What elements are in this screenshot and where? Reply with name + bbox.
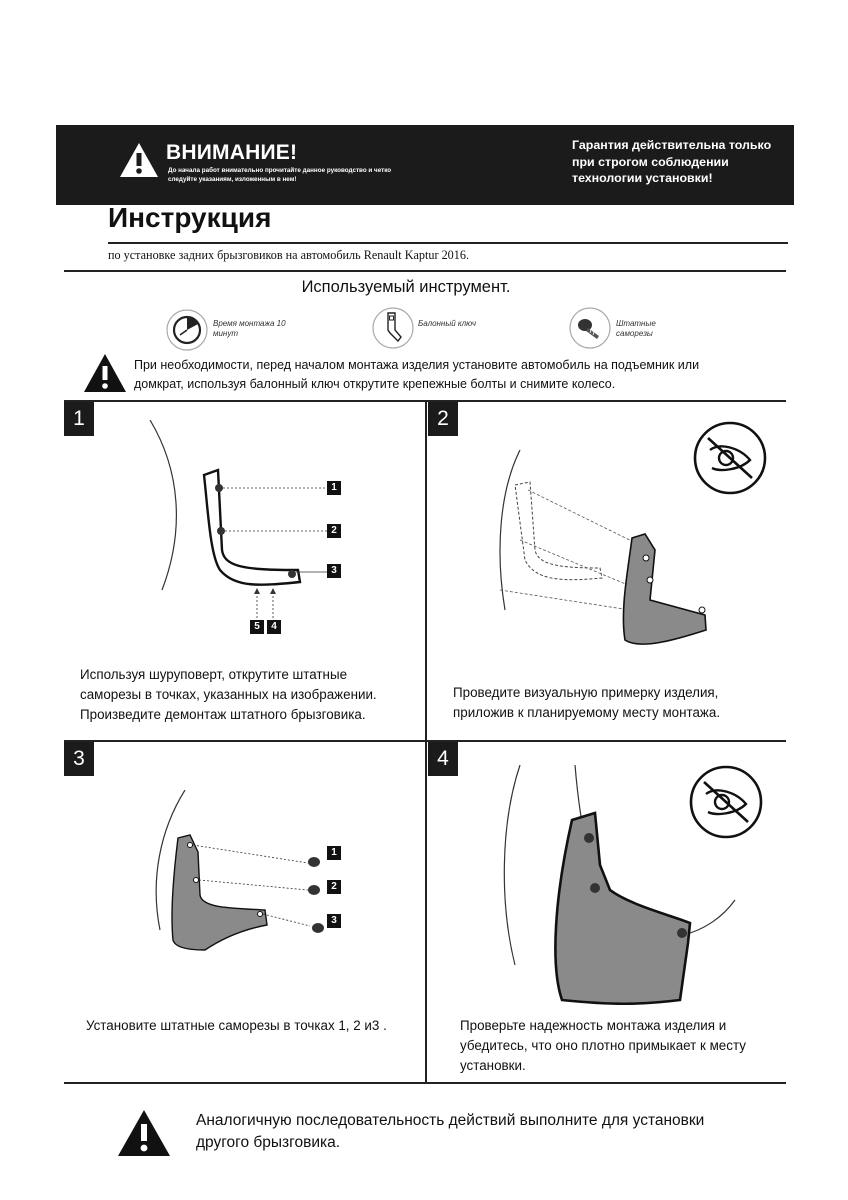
step-number-4: 4 (428, 742, 458, 776)
callout-5: 5 (250, 620, 264, 634)
warning-triangle-icon (118, 141, 160, 179)
step-3-caption: Установите штатные саморезы в точках 1, 2 и3 . (86, 1018, 387, 1033)
tools-heading: Используемый инструмент. (301, 278, 511, 296)
warning-banner (56, 125, 794, 205)
notice-text: При необходимости, перед началом монтажа изделия установите автомобиль на подъемник или домкрат, используя балонный ключ открутите крепежные болты и снимите колесо. (134, 358, 700, 391)
warning-triangle-icon (82, 352, 128, 394)
step-4-illustration (500, 765, 750, 1010)
final-note: Аналогичную последовательность действий выполните для установки другого брызговика. (196, 1112, 705, 1151)
callout-1: 1 (327, 846, 341, 860)
wrench-icon (371, 306, 415, 350)
tool-label-wrench: Балонный ключ (418, 319, 476, 328)
banner-title: ВНИМАНИЕ! (166, 141, 298, 164)
step-1-caption: Используя шуруповерт, открутите штатные саморезы в точках, указанных на изображении. Произведите демонтаж штатного брызговика. (80, 667, 377, 722)
divider (108, 242, 788, 244)
warning-triangle-icon (116, 1108, 172, 1158)
callout-2: 2 (327, 524, 341, 538)
banner-subtitle: До начала работ внимательно прочитайте данное руководство и четко следуйте указаниям, изложенным в нем! (168, 167, 392, 183)
step-number-1: 1 (64, 402, 94, 436)
step-4-caption: Проверьте надежность монтажа изделия и убедитесь, что оно плотно примыкает к месту установки. (460, 1018, 746, 1073)
grid-divider (425, 400, 427, 1083)
divider (64, 270, 786, 272)
callout-4: 4 (267, 620, 281, 634)
callout-3: 3 (327, 564, 341, 578)
clock-icon (165, 308, 209, 352)
callout-2: 2 (327, 880, 341, 894)
tool-label-time: Время монтажа 10 минут (213, 319, 286, 338)
step-number-2: 2 (428, 402, 458, 436)
page-subtitle: по установке задних брызговиков на автомобиль Renault Kaptur 2016. (108, 248, 470, 262)
tool-label-screws: Штатные саморезы (616, 319, 656, 338)
screw-icon (568, 306, 612, 350)
guarantee-text: Гарантия действительна только при строгом соблюдении технологии установки! (572, 138, 772, 185)
page-title: Инструкция (108, 202, 272, 233)
step-2-caption: Проведите визуальную примерку изделия, приложив к планируемому месту монтажа. (453, 685, 721, 720)
step-number-3: 3 (64, 742, 94, 776)
callout-3: 3 (327, 914, 341, 928)
step-2-illustration (460, 450, 730, 670)
callout-1: 1 (327, 481, 341, 495)
